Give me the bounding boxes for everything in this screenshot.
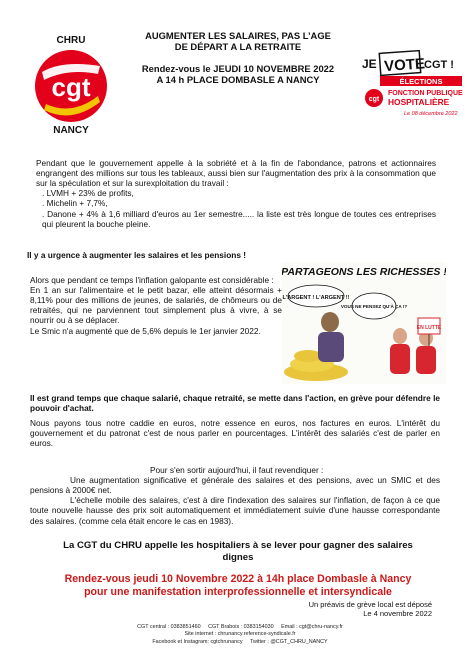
cartoon-sign-text: EN LUTTE	[416, 325, 442, 331]
inflation-para-1: Alors que pendant ce temps l'inflation galopante est considérable :	[30, 275, 274, 285]
svg-text:cgt: cgt	[368, 96, 380, 103]
vote-elections-text: ÉLECTIONS	[399, 77, 443, 86]
logo-brand-text: cgt	[51, 72, 91, 102]
inflation-para-2: En 1 an sur l'alimentaire et le petit bazar, elle atteint désormais + 8,11% pour des millions de jeunes, de salariés, de chômeurs ou de retraités, qui ne parviennent tout simplement plus à vivre, à se nourrir ou à se déplacer.	[30, 285, 282, 326]
payons-paragraph: Nous payons tous notre caddie en euros, notre essence en euros, nos factures en euros. L'intérêt du gouvernement et du patronat c'est de nous parler en pourcentages. L'intérêt des salariés c'est de parler en euros.	[30, 418, 440, 449]
appel-line-1: La CGT du CHRU appelle les hospitaliers à se lever pour gagner des salaires	[63, 540, 413, 551]
vote-date-text: Le 08 décembre 2022	[404, 111, 458, 117]
footer-twitter[interactable]: Twitter : @CGT_CHRU_NANCY	[249, 638, 328, 645]
rdv-final-line-2: pour une manifestation interprofessionnelle et intersyndicale	[84, 585, 392, 598]
rdv-line-1: Rendez-vous le JEUDI 10 NOVEMBRE 2022	[141, 62, 335, 74]
vote-fonction-text: FONCTION PUBLIQUE	[388, 90, 463, 97]
inflation-para-3: Le Smic n'a augmenté que de 5,6% depuis le 1er janvier 2022.	[30, 325, 261, 336]
preavis-line-2: Le 4 novembre 2022	[363, 609, 432, 619]
rdv-final-heading	[30, 573, 446, 598]
grand-temps-paragraph: Il est grand temps que chaque salarié, chaque retraité, se mette dans l'action, en grève pour défendre le pouvoir d'achat.	[30, 393, 440, 414]
revendication-item-2: L'échelle mobile des salaires, c'est à dire l'indexation des salaires sur l'inflation, de façon à ce que toute nouvelle hausse des prix soit automatiquement et immédiatement suivie d'une hausse correspondante des salaires. (comme cela était encore le cas en 1983).	[30, 495, 440, 526]
footer-site[interactable]: Site internet : chrunancy.reference-syndicale.fr	[184, 631, 296, 638]
cartoon-illustration	[282, 262, 446, 384]
inflation-section	[30, 275, 282, 336]
header	[118, 30, 358, 85]
revendications-section	[30, 465, 440, 526]
vote-hospitaliere-text: HOSPITALIÈRE	[388, 97, 450, 107]
intro-section	[36, 158, 436, 229]
revendication-item-1: Une augmentation significative et générale des salaires et des pensions, avec un SMIC et des pensions à 2000€ net.	[30, 475, 440, 496]
footer-phone-central: CGT central : 0383851460	[137, 624, 201, 630]
vote-je-text: JE	[362, 57, 377, 71]
vote-word-text: VOTE	[383, 55, 426, 76]
footer-contacts	[60, 624, 420, 646]
logo-bottom-text: NANCY	[53, 125, 89, 136]
footer-facebook[interactable]: Facebook et Instagram: cgtchrunancy	[152, 638, 243, 645]
cgt-logo	[28, 32, 114, 136]
vote-cgt-badge	[358, 40, 466, 132]
intro-item-michelin: . Michelin + 7,7%,	[42, 198, 108, 209]
appel-line-2: dignes	[222, 551, 254, 563]
vote-cgt-text: CGT !	[424, 59, 454, 71]
rdv-line-2: A 14 h PLACE DOMBASLE A NANCY	[156, 73, 320, 85]
appel-heading	[30, 540, 446, 564]
cartoon-banner-text: PARTAGEONS LES RICHESSES !	[282, 266, 446, 278]
intro-item-lvmh: . LVMH + 23% de profits,	[42, 188, 134, 199]
logo-top-text: CHRU	[56, 35, 86, 46]
footer-email[interactable]: Email : cgt@chru-nancy.fr	[281, 624, 343, 630]
title-line-1: AUGMENTER LES SALAIRES, PAS L’AGE	[145, 30, 331, 41]
intro-paragraph: Pendant que le gouvernement appelle à la sobriété et à la fin de l'abondance, patrons et actionnaires engrangent des millions sur tous les tableaux, aussi bien sur l'augmentation des prix à la consommation que sur la spéculation et sur la surexploitation du travail :	[36, 158, 436, 189]
footer-phone-brabois: CGT Brabois : 0383154030	[208, 624, 274, 630]
rdv-final-line-1: Rendez-vous jeudi 10 Novembre 2022 à 14h place Dombasle à Nancy	[64, 573, 412, 585]
revendications-lead: Pour s'en sortir aujourd'hui, il faut revendiquer :	[150, 465, 324, 475]
cartoon-bubble-1: L'ARGENT ! L'ARGENT !!	[282, 295, 350, 301]
preavis-note	[260, 600, 432, 619]
title-line-2: DE DÉPART A LA RETRAITE	[174, 41, 302, 53]
intro-item-danone: . Danone + 4% à 1,6 milliard d'euros au 1er semestre..... la liste est très longue de toutes ces entreprises qui pleurent la bouche pleine.	[42, 208, 436, 229]
cartoon-bubble-2: VOUS NE PENSEZ QU'À ÇA !?	[340, 304, 408, 309]
preavis-line-1: Un préavis de grève local est déposé	[308, 600, 432, 609]
urgence-heading: Il y a urgence à augmenter les salaires et les pensions !	[27, 250, 247, 260]
